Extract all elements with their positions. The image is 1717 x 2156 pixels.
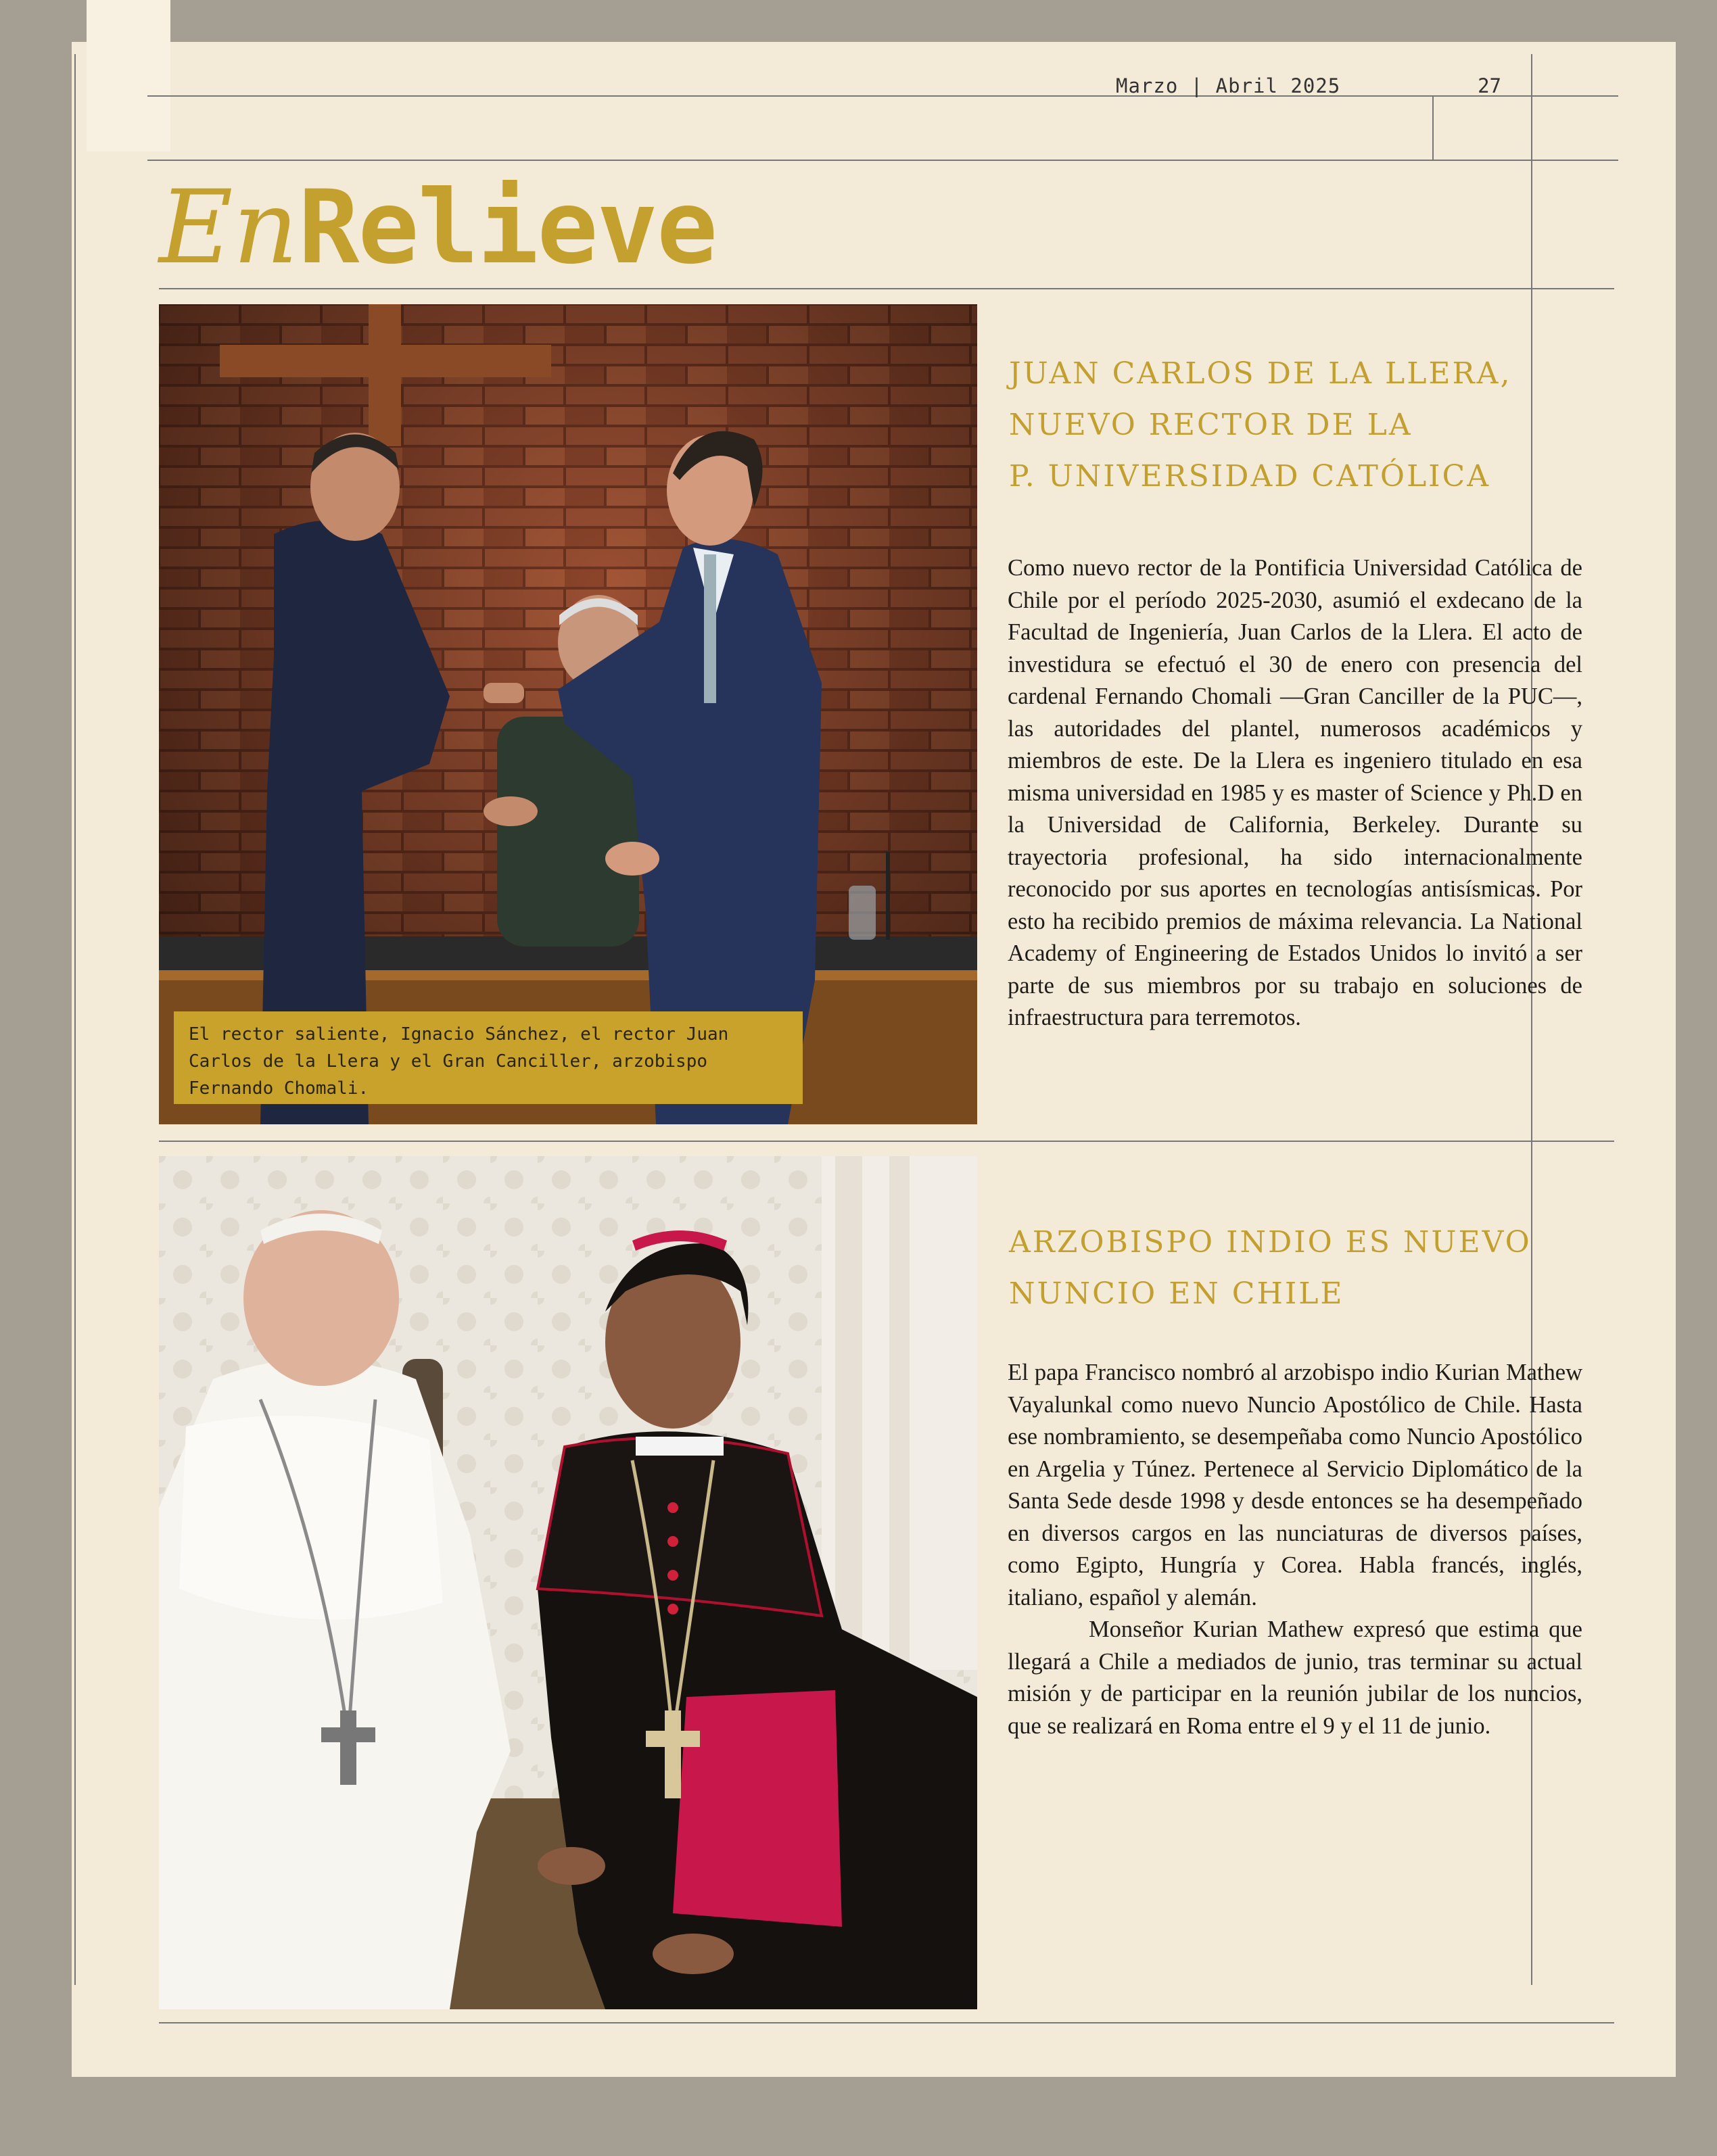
title-line: NUEVO RECTOR DE LA — [1009, 408, 1413, 442]
article-2-title — [1009, 1217, 1532, 1320]
section-logo — [159, 169, 717, 287]
pope-nuncio-photo — [159, 1156, 977, 2009]
photo-caption: El rector saliente, Ignacio Sánchez, el rector Juan Carlos de la Llera y el Gran Canciller, arzobispo Fernando Chomali. — [174, 1011, 803, 1104]
section-rule — [159, 288, 1614, 289]
issue-date: Marzo | Abril 2025 — [1116, 74, 1341, 97]
rector-handshake-photo — [159, 304, 977, 1124]
paragraph: El papa Francisco nombró al arzobispo indio Kurian Mathew Vayalunkal como nuevo Nuncio Apostólico de Chile. Hasta ese nombramiento, se desempeñaba como Nuncio Apostólico en Argelia y Túnez. Pertenece al Servicio Diplomático de la Santa Sede desde 1998 y desde entonces se ha desempeñado en diversos cargos en las nunciaturas de diversos países, como Egipto, Hungría y Corea. Habla francés, inglés, italiano, español y alemán. — [1008, 1360, 1582, 1610]
title-line: ARZOBISPO INDIO ES NUEVO — [1009, 1225, 1532, 1260]
page-number: 27 — [1478, 74, 1501, 97]
title-line: NUNCIO EN CHILE — [1009, 1276, 1344, 1311]
title-line: P. UNIVERSIDAD CATÓLICA — [1009, 459, 1490, 494]
article-1-title — [1009, 348, 1511, 502]
header-divider — [1432, 96, 1434, 160]
paragraph: Como nuevo rector de la Pontificia Universidad Católica de Chile por el período 2025-2030, asumió el exdecano de la Facultad de Ingeniería, Juan Carlos de la Llera. El acto de investidura se efectuó el 30 de enero con presencia del cardenal Fernando Chomali —Gran Canciller de la PUC—, las autoridades del plantel, numerosos académicos y miembros de este. De la Llera es ingeniero titulado en esa misma universidad en 1985 y es master of Science y Ph.D en la Universidad de California, Berkeley. Durante su trayectoria profesional, ha sido internacionalmente reconocido por sus aportes en tecnologías antisísmicas. Por esto ha recibido premios de máxima relevancia. La National Academy of Engineering de Estados Unidos lo invitó a ser parte de sus miembros por su trabajo en soluciones de infraestructura para terremotos. — [1008, 555, 1582, 1030]
section-logo-name: Relieve — [298, 169, 717, 287]
header-rule — [147, 160, 1618, 161]
bottom-rule — [159, 2022, 1614, 2023]
top-rule — [147, 95, 1618, 97]
title-line: JUAN CARLOS DE LA LLERA, — [1009, 356, 1512, 391]
article-1-body — [1008, 552, 1582, 1034]
article-2-body — [1008, 1357, 1582, 1742]
section-logo-prefix: En — [159, 169, 299, 287]
paragraph: Monseñor Kurian Mathew expresó que estima que llegará a Chile a mediados de junio, tras terminar su actual misión y de participar en la reunión jubilar de los nuncios, que se realizará en Roma entre el 9 y el 11 de junio. — [1008, 1616, 1582, 1739]
article-divider — [159, 1141, 1614, 1142]
